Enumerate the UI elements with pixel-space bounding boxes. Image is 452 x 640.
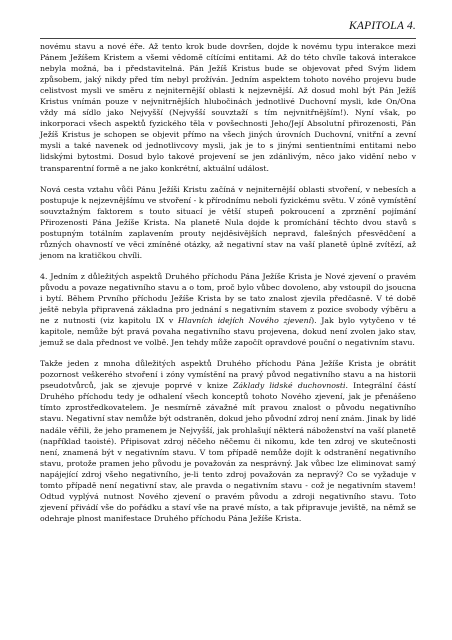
paragraph-2: Nová cesta vztahu vůči Pánu Ježíši Kristu začíná v nejniternější oblasti stvoření, v nebesích a postupuje k nejzevnějšímu ve stvoření - k přírodnímu neboli fyzickému světu. V zóně vymístění souvztažným faktorem s touto situací je větší stupeň pokroucení a zprznění pojímání Přirozenosti Pána Ježíše Krista. Na planetě Nula dojde k promíchání těchto dvou stavů s postupným totálním zaplavením prouty nejděsivějších nepravd, falešných přesvědčení a různých ohavností ve věci zmíněné otázky, až negativní stav na vaší planetě úplně zvítězí, až jenom na kratičkou chvíli. [40, 184, 416, 260]
page-header [40, 22, 416, 39]
paragraph-1: novému stavu a nové éře. Až tento krok bude dovršen, dojde k novému typu interakce mezi Pánem Ježíšem Kristem a všemi vědomě cítícími entitami. Až do této chvíle taková interakce nebyla možná, ba i představitelná. Pán Ježíš Kristus bude se objevovat před Svým lidem způsobem, jaký nikdy před tím nebyl prožíván. Jedním aspektem tohoto nového projevu bude celistvost mysli ve směru z nejniternější oblasti k nejzevnější. Až dosud mohl být Pán Ježíš Kristus vnímán pouze v nejvnitrnějších hlubočinách jednotlivé Duchovní mysli, kde On/Ona vždy má sídlo jako Nejvyšší (Nejvyšší souvztaží s tím nejvnitřnějším!). Nyní však, po inkorporaci všech aspektů fyzického těla v povšechnosti Jeho/Její Absolutní přirozenosti, Pán Ježíš Kristus je schopen se objevit přímo na všech jiných úrovních Duchovní, vnitřní a zevní mysli a také navenek od jednotlivcovy mysli, jak je to s jinými sentientními entitami nebo lidskými bytostmi. Dosud bylo takové projevení se jen zdánlivým, něco jako vidění nebo v transparentní formě a ne jako konkrétní, aktuální událost. [40, 42, 416, 173]
paragraph-4: Takže jeden z mnoha důležitých aspektů Druhého příchodu Pána Ježíše Krista je obrátit pozornost veškerého stvoření i zóny vymístění na pravý původ negativního stavu a na historii pseudotvůrců, jak se zjevuje poprvé v knize Základy lidské duchovnosti. Integrální částí Druhého příchodu tedy je odhalení všech konceptů tohoto Nového zjevení, jak je přenášeno tímto zprostředkovatelem. Je nesmírně závažné mít pravou znalost o původu negativního stavu. Negativní stav nemůže být odstraněn, dokud jeho původní zdroj není znám. Jinak by lidé nadále věřili, že jeho pramenem je Nejvyšší, jak prohlašují některá náboženství na vaší planetě (například taoisté). Připisovat zdroj něčeho něčemu či nikomu, kde ten zdroj ve skutečnosti není, znamená být v negativním stavu. V tom případě nemůže dojít k odstranění negativního stavu, protože pramen jeho původu je považován za nesprávný. Jak vůbec lze eliminovat samý napájející zdroj všeho negativního, je-li tento zdroj považován za nepravý? Co se vyžaduje v tomto případě není negativní stav, ale pravda o negativním stavu - což je negativním stavem! Odtud vyplývá nutnost Nového zjevení o pravém původu a zdroji negativního stavu. Toto zjevení přivádí vše do pořádku a staví vše na pravé místo, a tak připravuje jeviště, na němž se odehraje plnost manifestace Druhého příchodu Pána Ježíše Krista. [40, 359, 416, 523]
italic-title: Základy lidské duchovnosti [233, 381, 346, 391]
italic-title: Hlavních idejích Nového zjevení [177, 316, 312, 326]
chapter-heading: KAPITOLA 4. [349, 20, 416, 32]
body-text [40, 41, 416, 524]
paragraph-3: 4. Jedním z důležitých aspektů Druhého příchodu Pána Ježíše Krista je Nové zjevení o pravém původu a povaze negativního stavu a o tom, proč bylo vůbec dovoleno, aby vstoupil do jsoucna i bytí. Během Prvního příchodu Ježíše Krista by se tato znalost zjevila předčasně. V té době ještě nebyla připravená základna pro jednání s negativním stavem z pozice svobody výběru a ne z nutnosti (viz kapitolu IX v Hlavních idejích Nového zjevení). Jak bylo vytyčeno v té kapitole, nemůže být pravá povaha negativního stavu projevena, dokud není zvolen jako stav, jemuž se dala přednost ve volbě. Jen tehdy může započít opravdové pouční o negativním stavu. [40, 271, 416, 348]
